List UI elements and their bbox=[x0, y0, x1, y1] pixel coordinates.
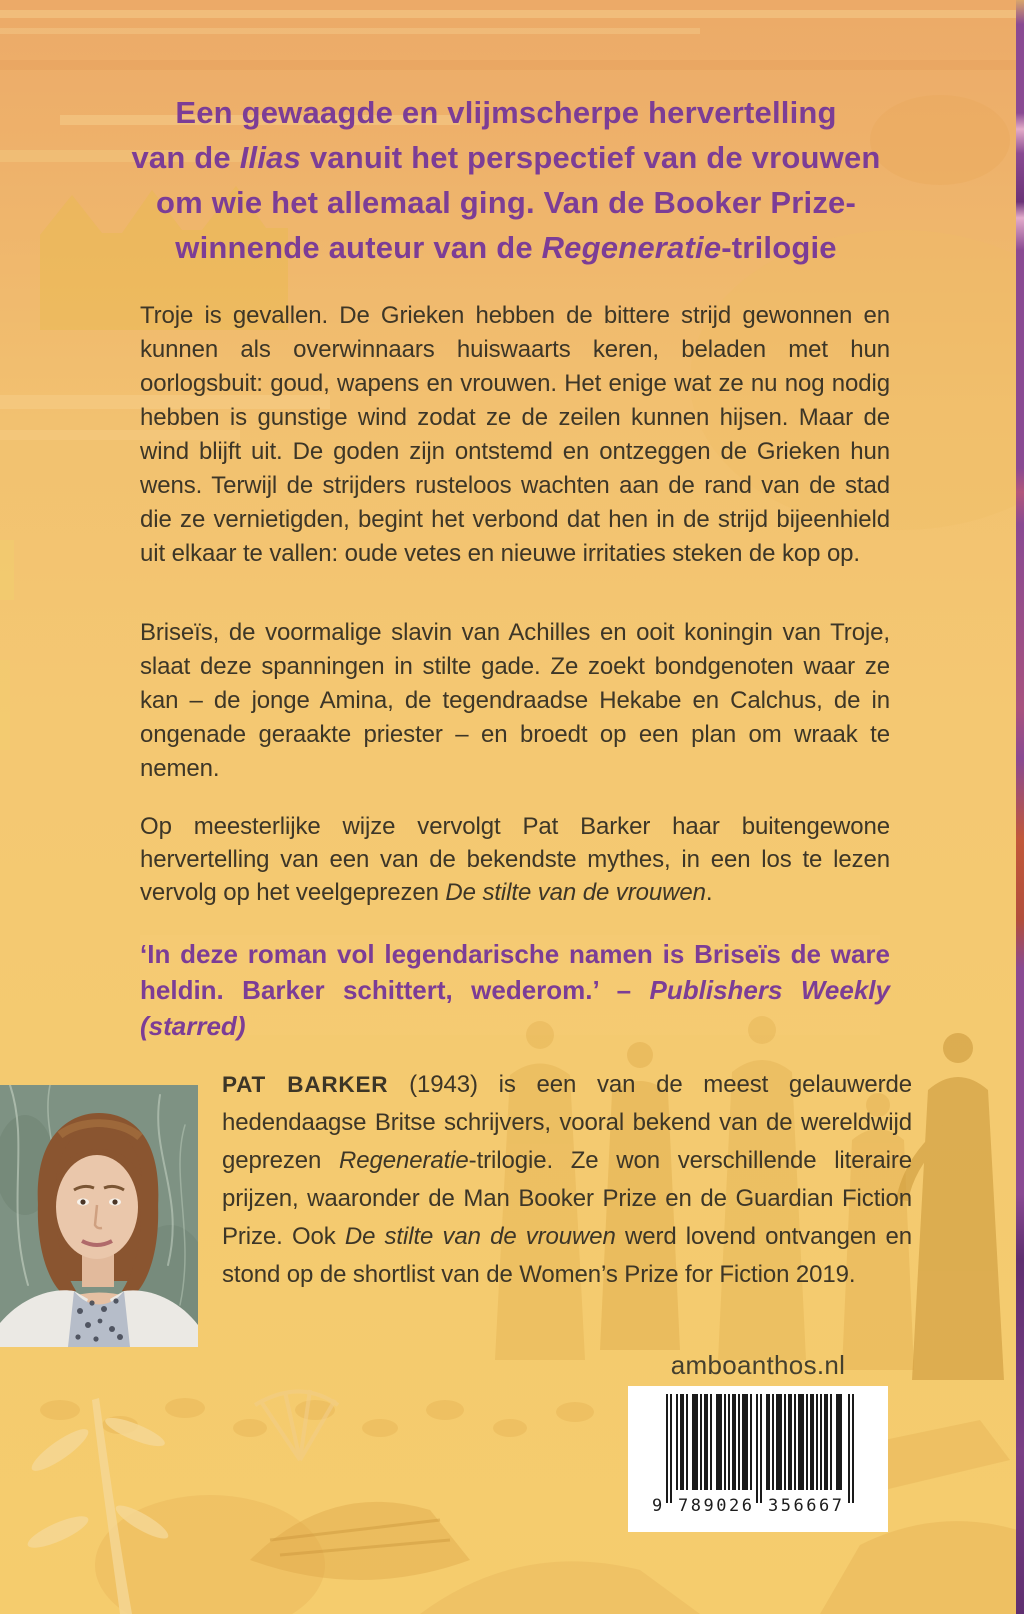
barcode-digit-group-2: 789026 bbox=[678, 1496, 752, 1514]
book-title-italic: De stilte van de vrouwen bbox=[344, 1223, 616, 1250]
barcode-bars bbox=[652, 1394, 864, 1514]
synopsis-paragraph-2: Briseïs, de voormalige slavin van Achilles en ooit koningin van Troje, slaat deze spanningen in stilte gade. Ze zoekt bondgenoten waar ze kan – de jonge Amina, de tegendraadse Hekabe en Calchus, de in ongenade geraakte priester – en broedt op een plan om wraak te nemen. bbox=[140, 619, 890, 782]
headline-text-segment: -trilogie bbox=[721, 230, 837, 265]
headline-italic-title: Ilias bbox=[239, 140, 302, 175]
book-title-italic: De stilte van de vrouwen bbox=[445, 879, 706, 906]
barcode-digit-group-3: 356667 bbox=[768, 1496, 842, 1514]
headline-line bbox=[40, 180, 972, 225]
headline-text-segment: Een gewaagde en vlijmscherpe hervertelling bbox=[175, 95, 837, 130]
synopsis-paragraph-1: Troje is gevallen. De Grieken hebben de bittere strijd gewonnen en kunnen als overwinnaars huiswaarts keren, beladen met hun oorlogsbuit: goud, wapens en vrouwen. Het enige wat ze nu nog nodig hebben is gunstige wind zodat ze de zeilen kunnen hijsen. Maar de wind blijft uit. De goden zijn ontstemd en ontzeggen de Grieken hun wens. Terwijl de strijders rusteloos wachten aan de rand van de stad die ze vernietigden, begint het verbond dat hen in de strijd bijeenhield uit elkaar te vallen: oude vetes en nieuwe irritaties steken de kop op. bbox=[140, 302, 890, 567]
barcode-digit-group-1: 9 bbox=[652, 1496, 663, 1514]
author-portrait-image bbox=[0, 1085, 198, 1347]
spine-edge-strip bbox=[1016, 0, 1024, 1614]
headline-text-segment: winnende auteur van de bbox=[175, 230, 542, 265]
author-name: PAT BARKER bbox=[222, 1072, 389, 1097]
headline-text-segment: om wie het allemaal ging. Van de Booker Prize- bbox=[155, 185, 856, 220]
headline-text-segment: van de bbox=[131, 140, 240, 175]
headline-text-segment: vanuit het perspectief van de vrouwen bbox=[301, 140, 881, 175]
quote-source: Publishers Weekly (starred) bbox=[140, 975, 890, 1041]
author-photo bbox=[0, 1085, 198, 1347]
barcode bbox=[628, 1386, 888, 1532]
headline bbox=[40, 90, 972, 270]
book-title-italic: Regeneratie bbox=[339, 1147, 469, 1174]
headline-line bbox=[40, 225, 972, 270]
bio-text-segment: werd lovend ontvangen en stond op de shortlist van de Women’s Prize for Fiction 2019. bbox=[222, 1223, 912, 1288]
author-bio bbox=[222, 1066, 912, 1294]
quote-text: ‘In deze roman vol legendarische namen is Briseïs de ware heldin. Barker schittert, wederom.’ – bbox=[140, 939, 890, 1005]
bio-text-segment: -trilogie. Ze won verschillende literaire prijzen, waaronder de Man Booker Prize en de Guardian Fiction Prize. Ook bbox=[222, 1147, 912, 1250]
review-quote bbox=[140, 936, 890, 1044]
headline-line bbox=[40, 135, 972, 180]
bio-text-segment: (1943) is een van de meest gelauwerde hedendaagse Britse schrijvers, vooral bekend van de wereldwijd geprezen bbox=[222, 1071, 912, 1174]
headline-italic-title: Regeneratie bbox=[541, 230, 722, 265]
synopsis-text-segment: . bbox=[705, 879, 713, 906]
synopsis-paragraph-3 bbox=[140, 810, 890, 909]
headline-line bbox=[40, 90, 972, 135]
publisher-website: amboanthos.nl bbox=[670, 1350, 846, 1380]
synopsis-text-segment: Op meesterlijke wijze vervolgt Pat Barker haar buitengewone hervertelling van een van de bekendste mythes, in een los te lezen vervolg op het veelgeprezen bbox=[140, 813, 890, 906]
